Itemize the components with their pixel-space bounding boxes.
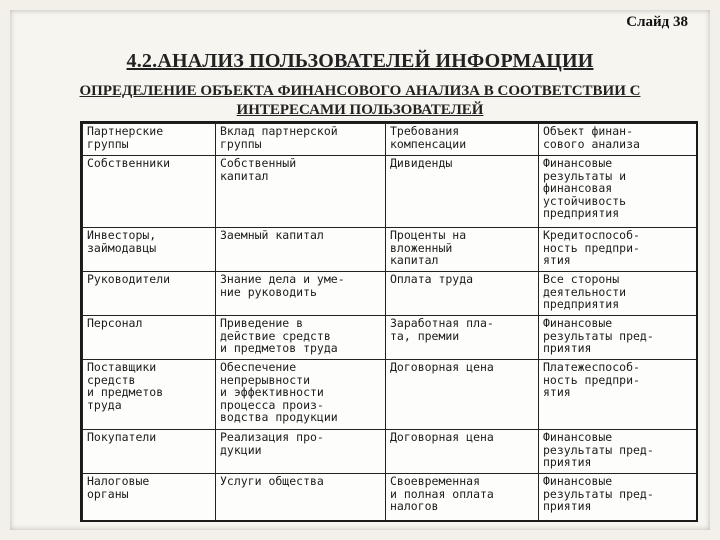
header-cell: Требования компенсации [386, 124, 539, 156]
table-cell: Все стороны деятельности предприятия [539, 272, 697, 316]
table-cell: Кредитоспособ- ность предпри- ятия [539, 228, 697, 272]
header-cell: Партнерские группы [83, 124, 216, 156]
table-cell: Договорная цена [386, 360, 539, 430]
table-cell: Заработная пла- та, премии [386, 316, 539, 360]
table-row [83, 272, 697, 316]
header-cell: Объект финан- сового анализа [539, 124, 697, 156]
table-cell: Проценты на вложенный капитал [386, 228, 539, 272]
table-row [83, 474, 697, 521]
table-cell: Финансовые результаты пред- приятия [539, 430, 697, 474]
table-cell: Договорная цена [386, 430, 539, 474]
table-cell: Реализация про- дукции [216, 430, 386, 474]
header-cell: Вклад партнерской группы [216, 124, 386, 156]
table-row [83, 430, 697, 474]
table-cell: Инвесторы, займодавцы [83, 228, 216, 272]
analysis-table [80, 121, 698, 522]
table-cell: Заемный капитал [216, 228, 386, 272]
subtitle-line-2: ИНТЕРЕСАМИ ПОЛЬЗОВАТЕЛЕЙ [236, 102, 484, 118]
table-cell: Собственники [83, 156, 216, 228]
slide-number: Слайд 38 [626, 14, 688, 30]
table-cell: Приведение в действие средств и предметов труда [216, 316, 386, 360]
slide-subtitle [30, 82, 690, 120]
table-cell: Финансовые результаты пред- приятия [539, 316, 697, 360]
table-cell: Налоговые органы [83, 474, 216, 521]
table-cell: Оплата труда [386, 272, 539, 316]
table-cell: Обеспечение непрерывности и эффективности процесса произ- водства продукции [216, 360, 386, 430]
table-header-row [83, 124, 697, 156]
table-cell: Дивиденды [386, 156, 539, 228]
table-row [83, 316, 697, 360]
table-row [83, 228, 697, 272]
table-row [83, 156, 697, 228]
table-cell: Поставщики средств и предметов труда [83, 360, 216, 430]
table-cell: Персонал [83, 316, 216, 360]
table-row [83, 360, 697, 430]
slide-title: 4.2.АНАЛИЗ ПОЛЬЗОВАТЕЛЕЙ ИНФОРМАЦИИ [126, 50, 594, 72]
table-cell: Своевременная и полная оплата налогов [386, 474, 539, 521]
table-cell: Финансовые результаты пред- приятия [539, 474, 697, 521]
table-cell: Платежеспособ- ность предпри- ятия [539, 360, 697, 430]
table-cell: Финансовые результаты и финансовая устойчивость предприятия [539, 156, 697, 228]
table-cell: Услуги общества [216, 474, 386, 521]
table-cell: Покупатели [83, 430, 216, 474]
subtitle-line-1: ОПРЕДЕЛЕНИЕ ОБЪЕКТА ФИНАНСОВОГО АНАЛИЗА В СООТВЕТСТВИИ С [79, 83, 641, 99]
table-cell: Знание дела и уме- ние руководить [216, 272, 386, 316]
table-cell: Собственный капитал [216, 156, 386, 228]
table-cell: Руководители [83, 272, 216, 316]
